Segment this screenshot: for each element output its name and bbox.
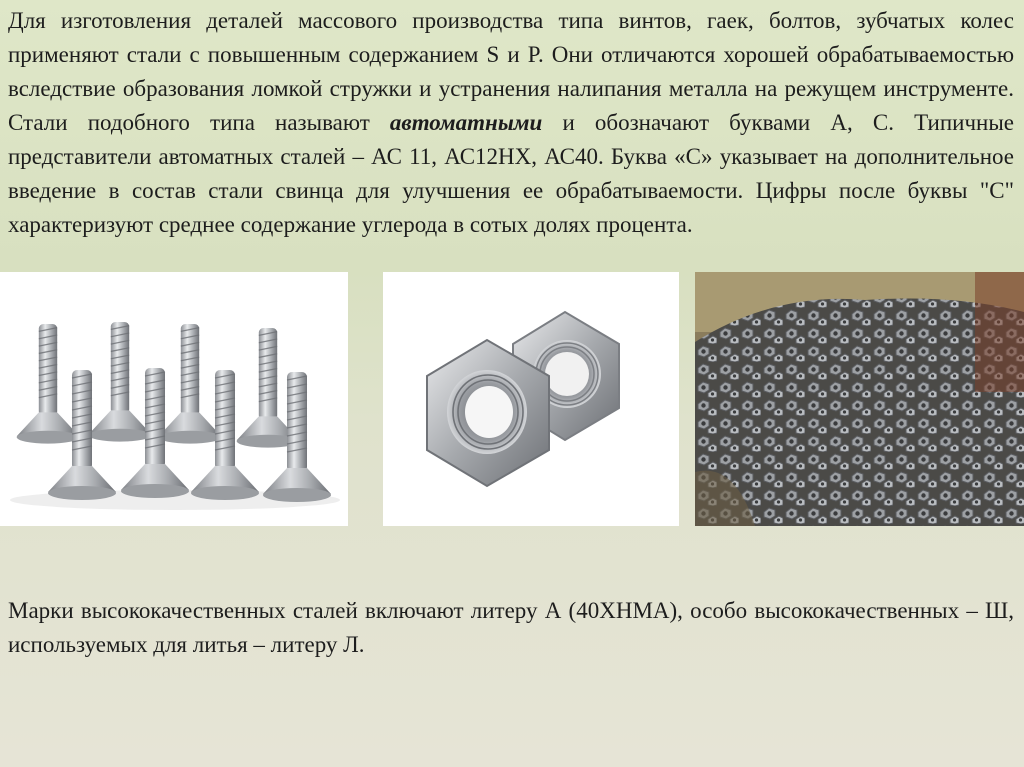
grades-paragraph: Марки высококачественных сталей включают литеру А (40ХНМА), особо высококачественных – Ш, используемых для литья – литеру Л. <box>8 598 1014 657</box>
highlighted-term: автоматными <box>389 110 543 135</box>
hex-nuts-photo <box>383 272 679 526</box>
nuts-pile-photo <box>695 272 1024 526</box>
intro-text-end: и обозначают буквами А, С. Типичные представители автоматных сталей – АС 11, АС12НХ, АС40. Буква «С» указывает на дополнительное введение в состав стали свинца для улучшения ее обрабатываемости. Цифры после буквы "С" характеризуют среднее содержание углерода в сотых долях процента. <box>8 110 1015 237</box>
screws-photo <box>0 272 348 526</box>
intro-text-start: Для изготовления деталей массового производства типа винтов, гаек, болтов, зубчатых колес применяют стали с повышенным содержанием S и P. Они отличаются хорошей обрабатываемостью вследствие образования ломкой стружки и устранения налипания металла на режущем инструменте. Стали подобного типа называют <box>8 8 1014 135</box>
intro-paragraph <box>8 4 1014 242</box>
